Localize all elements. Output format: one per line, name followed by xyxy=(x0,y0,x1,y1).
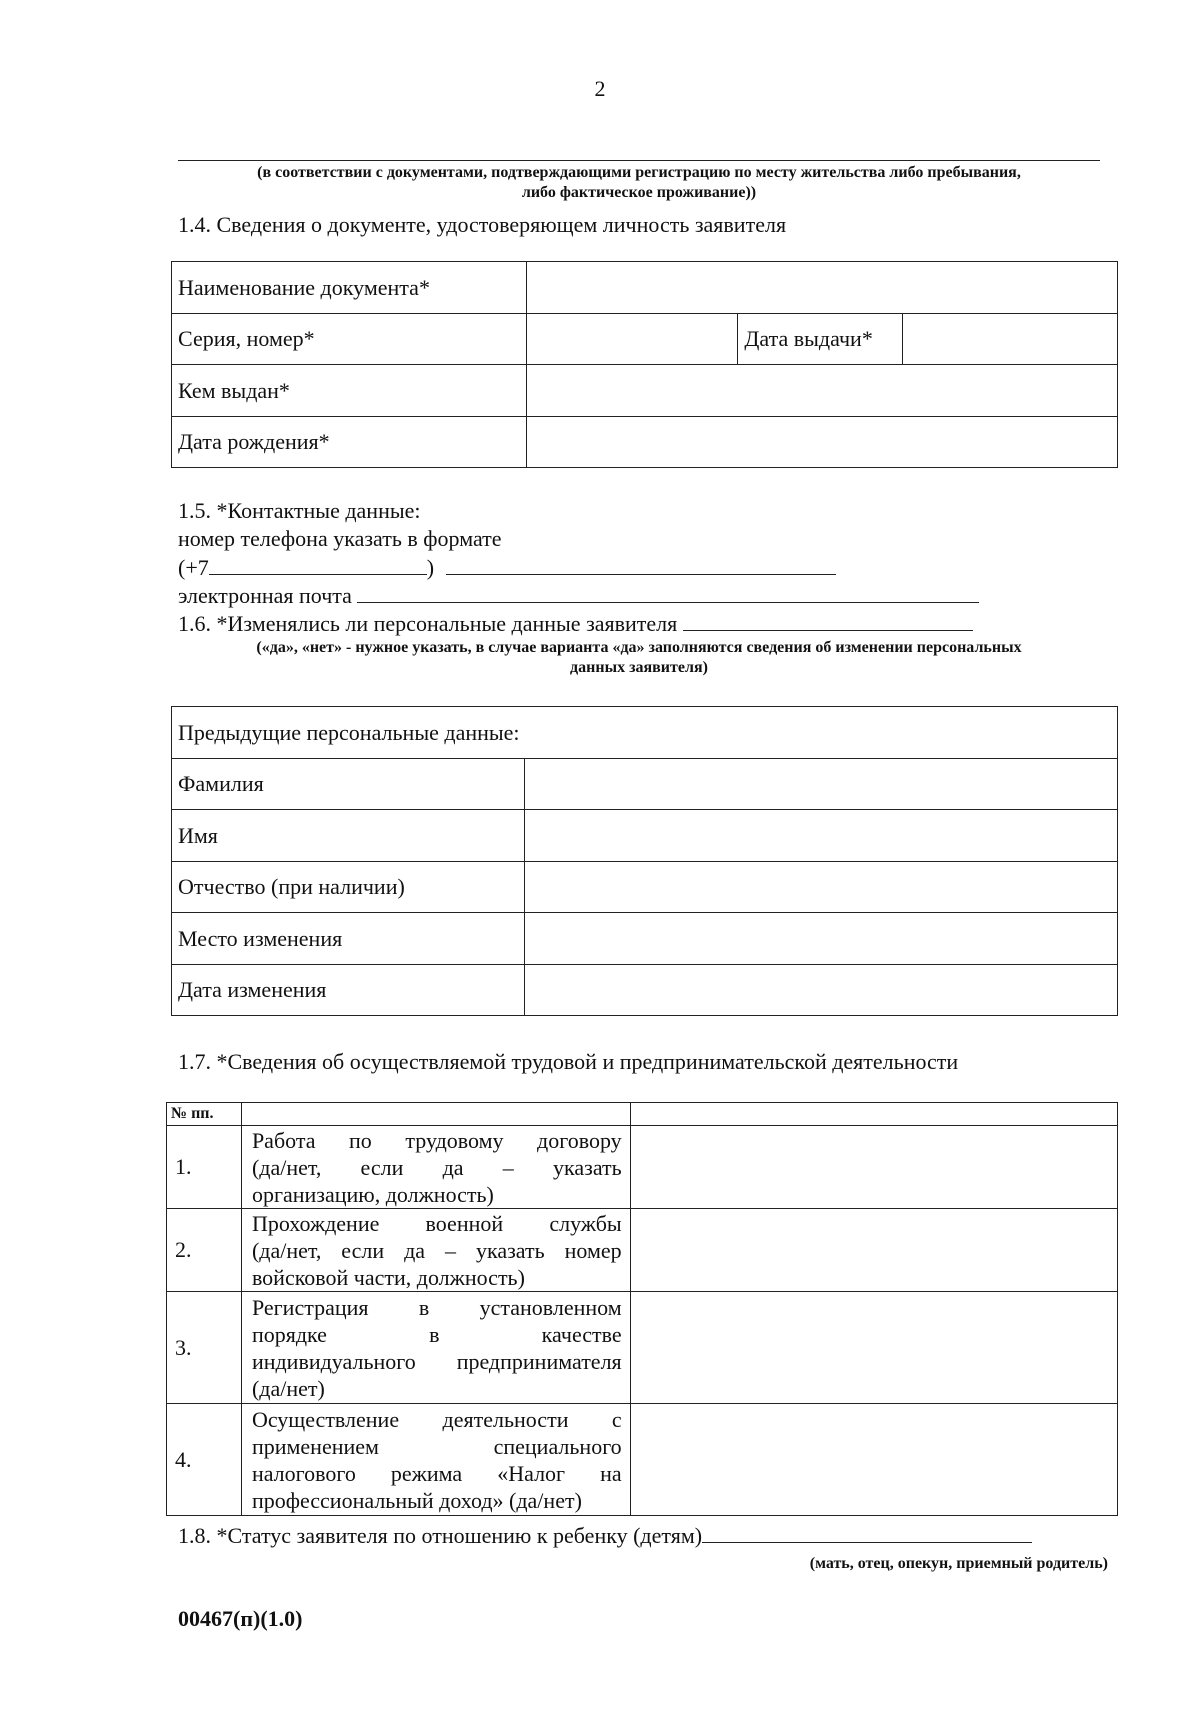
activity-row-line: (да/нет, если да – указать номер xyxy=(251,1237,622,1263)
email-row xyxy=(178,582,979,609)
activity-row-line: организацию, должность) xyxy=(251,1181,494,1207)
phone-number-field[interactable] xyxy=(446,554,836,575)
change-date-field[interactable] xyxy=(524,965,1117,1016)
activity-row-line: Работа по трудовому договору xyxy=(251,1127,622,1153)
registration-note-line1: (в соответствии с документами, подтверждающими регистрацию по месту жительства либо пребывания, xyxy=(257,164,1021,181)
phone-prefix: (+7 xyxy=(178,555,209,580)
birth-date-field[interactable] xyxy=(526,417,1117,468)
activity-row-field[interactable] xyxy=(630,1209,1117,1292)
name-field[interactable] xyxy=(524,810,1117,862)
identity-document-table xyxy=(171,261,1118,468)
activity-row-number: 4. xyxy=(167,1404,242,1516)
section-1-8-heading: 1.8. *Статус заявителя по отношению к ребенку (детям) xyxy=(178,1523,703,1548)
doc-name-field[interactable] xyxy=(526,262,1117,314)
address-fill-line[interactable] xyxy=(178,160,1100,161)
issued-by-label: Кем выдан* xyxy=(172,365,527,417)
activity-row-number: 2. xyxy=(167,1209,242,1292)
form-code: 00467(п)(1.0) xyxy=(178,1606,303,1631)
section-1-8-row xyxy=(178,1522,1032,1549)
series-number-field[interactable] xyxy=(526,314,738,365)
activity-row-description xyxy=(241,1126,630,1209)
activity-row-number: 3. xyxy=(167,1292,242,1404)
email-field[interactable] xyxy=(357,582,979,603)
issued-by-field[interactable] xyxy=(526,365,1117,417)
change-date-label: Дата изменения xyxy=(172,965,525,1016)
activity-row-line: Регистрация в установленном xyxy=(251,1294,622,1320)
personal-data-changed-field[interactable] xyxy=(683,610,973,631)
phone-close-paren: ) xyxy=(426,555,435,580)
personal-data-note xyxy=(178,638,1100,678)
personal-data-note-line1: («да», «нет» - нужное указать, в случае варианта «да» заполняются сведения об изменении персональных xyxy=(256,639,1022,656)
col-description-header xyxy=(241,1103,630,1126)
name-label: Имя xyxy=(172,810,525,862)
change-place-field[interactable] xyxy=(524,913,1117,965)
activity-row-field[interactable] xyxy=(630,1404,1117,1516)
activity-row xyxy=(167,1209,1118,1292)
issue-date-field[interactable] xyxy=(903,314,1118,365)
activity-row-description xyxy=(241,1209,630,1292)
birth-date-label: Дата рождения* xyxy=(172,417,527,468)
phone-row xyxy=(178,554,836,581)
page-number: 2 xyxy=(594,76,606,101)
surname-label: Фамилия xyxy=(172,759,525,810)
phone-format-hint: номер телефона указать в формате xyxy=(178,526,502,551)
activity-row xyxy=(167,1126,1118,1209)
applicant-status-note: (мать, отец, опекун, приемный родитель) xyxy=(809,1555,1108,1572)
phone-code-field[interactable] xyxy=(209,554,427,575)
doc-name-label: Наименование документа* xyxy=(172,262,527,314)
registration-note xyxy=(178,163,1100,203)
section-1-5-heading: 1.5. *Контактные данные: xyxy=(178,498,421,523)
activity-row-line: войсковой части, должность) xyxy=(251,1264,525,1290)
section-1-6-row xyxy=(178,610,973,637)
applicant-status-field[interactable] xyxy=(702,1522,1032,1543)
patronymic-field[interactable] xyxy=(524,862,1117,913)
change-place-label: Место изменения xyxy=(172,913,525,965)
section-1-4-heading: 1.4. Сведения о документе, удостоверяющем личность заявителя xyxy=(178,212,787,237)
email-label: электронная почта xyxy=(178,583,352,608)
issue-date-label: Дата выдачи* xyxy=(738,314,903,365)
activity-row-line: применением специального xyxy=(251,1433,622,1459)
activity-row-line: Осуществление деятельности с xyxy=(251,1406,622,1432)
activity-row-line: профессиональный доход» (да/нет) xyxy=(251,1487,582,1513)
activity-row-line: индивидуального предпринимателя xyxy=(251,1348,622,1374)
previous-personal-data-table xyxy=(171,706,1118,1016)
series-number-label: Серия, номер* xyxy=(172,314,527,365)
activity-row-line: порядке в качестве xyxy=(251,1321,622,1347)
patronymic-label: Отчество (при наличии) xyxy=(172,862,525,913)
section-1-7-heading: 1.7. *Сведения об осуществляемой трудовой и предпринимательской деятельности xyxy=(178,1049,959,1074)
surname-field[interactable] xyxy=(524,759,1117,810)
activity-row xyxy=(167,1292,1118,1404)
section-1-6-heading: 1.6. *Изменялись ли персональные данные заявителя xyxy=(178,611,678,636)
registration-note-line2: либо фактическое проживание)) xyxy=(521,184,757,201)
activity-row-line: (да/нет) xyxy=(251,1375,325,1401)
activity-row-line: налогового режима «Налог на xyxy=(251,1460,622,1486)
activity-row-description xyxy=(241,1292,630,1404)
activity-row-line: (да/нет, если да – указать xyxy=(251,1154,622,1180)
activity-row-field[interactable] xyxy=(630,1292,1117,1404)
activity-table xyxy=(166,1102,1118,1516)
previous-data-header: Предыдущие персональные данные: xyxy=(172,707,1118,759)
col-num-header: № пп. xyxy=(167,1103,242,1126)
col-value-header xyxy=(630,1103,1117,1126)
activity-row xyxy=(167,1404,1118,1516)
personal-data-note-line2: данных заявителя) xyxy=(570,659,708,676)
activity-row-number: 1. xyxy=(167,1126,242,1209)
activity-row-line: Прохождение военной службы xyxy=(251,1210,622,1236)
activity-row-field[interactable] xyxy=(630,1126,1117,1209)
activity-row-description xyxy=(241,1404,630,1516)
